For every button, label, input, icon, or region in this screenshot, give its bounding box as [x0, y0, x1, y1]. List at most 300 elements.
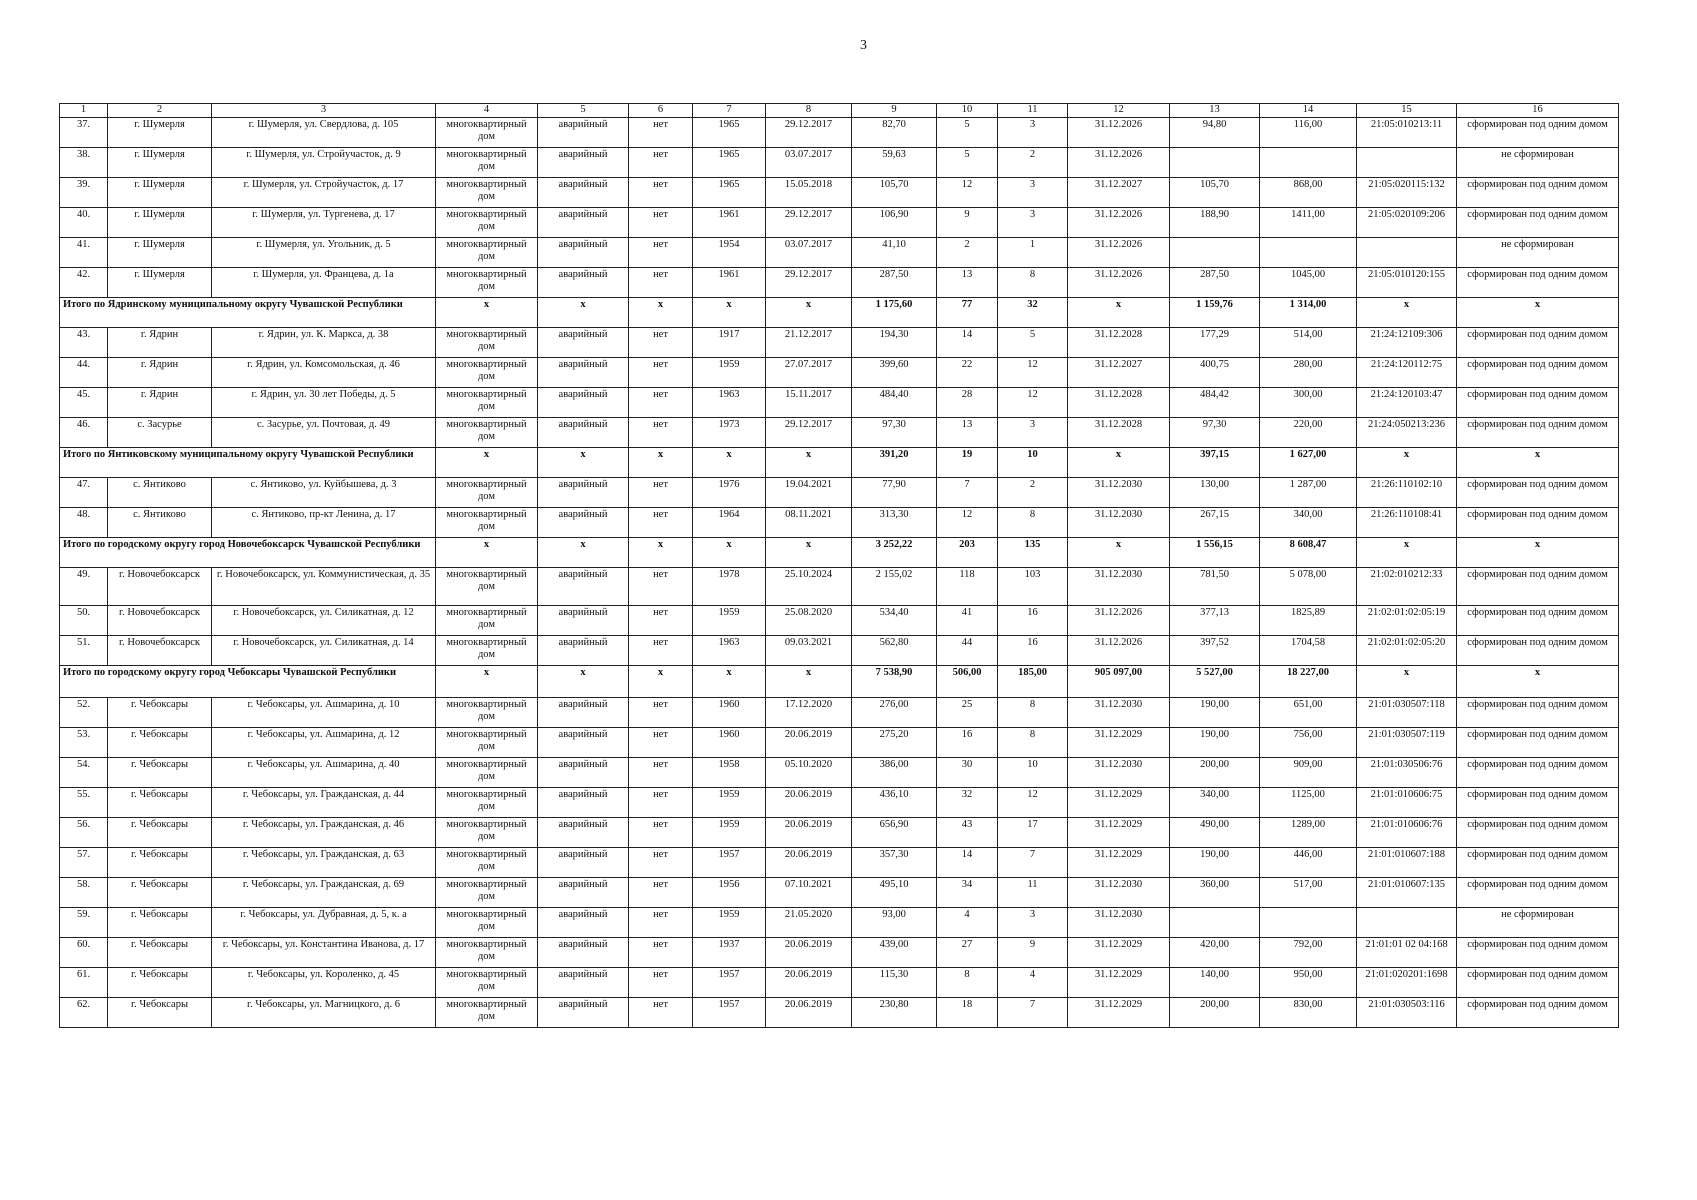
subtotal-cell: x: [1457, 538, 1619, 568]
table-cell: г. Шумерля: [108, 268, 212, 298]
table-cell: многоквартирный дом: [436, 938, 538, 968]
table-cell: 31.12.2030: [1068, 878, 1170, 908]
table-cell: 31.12.2028: [1068, 388, 1170, 418]
subtotal-row: [60, 298, 1619, 328]
table-cell: 31.12.2028: [1068, 328, 1170, 358]
table-cell: 59.: [60, 908, 108, 938]
table-cell: [1170, 908, 1260, 938]
table-cell: 12: [998, 788, 1068, 818]
table-cell: 14: [937, 848, 998, 878]
table-cell: сформирован под одним домом: [1457, 636, 1619, 666]
table-cell: 4: [937, 908, 998, 938]
table-cell: 357,30: [852, 848, 937, 878]
table-cell: сформирован под одним домом: [1457, 208, 1619, 238]
subtotal-cell: 8 608,47: [1260, 538, 1357, 568]
table-row: [60, 908, 1619, 938]
table-cell: 5: [937, 118, 998, 148]
table-cell: нет: [629, 238, 693, 268]
table-cell: 29.12.2017: [766, 118, 852, 148]
subtotal-cell: x: [436, 298, 538, 328]
table-cell: 1958: [693, 758, 766, 788]
table-cell: сформирован под одним домом: [1457, 818, 1619, 848]
table-cell: аварийный: [538, 178, 629, 208]
table-cell: 2: [998, 478, 1068, 508]
table-cell: с. Засурье: [108, 418, 212, 448]
table-cell: г. Чебоксары, ул. Магницкого, д. 6: [212, 998, 436, 1028]
table-cell: 14: [937, 328, 998, 358]
table-cell: многоквартирный дом: [436, 478, 538, 508]
table-cell: аварийный: [538, 118, 629, 148]
table-cell: 42.: [60, 268, 108, 298]
table-cell: аварийный: [538, 148, 629, 178]
subtotal-cell: x: [1457, 448, 1619, 478]
table-cell: [1260, 238, 1357, 268]
table-cell: 484,40: [852, 388, 937, 418]
table-cell: сформирован под одним домом: [1457, 268, 1619, 298]
table-cell: 1956: [693, 878, 766, 908]
table-cell: многоквартирный дом: [436, 178, 538, 208]
table-cell: 276,00: [852, 698, 937, 728]
subtotal-cell: 77: [937, 298, 998, 328]
table-cell: 1959: [693, 788, 766, 818]
table-cell: 31.12.2030: [1068, 908, 1170, 938]
table-cell: 1957: [693, 848, 766, 878]
table-cell: 19.04.2021: [766, 478, 852, 508]
table-cell: 1704,58: [1260, 636, 1357, 666]
table-cell: 21:01:020201:1698: [1357, 968, 1457, 998]
table-cell: 1937: [693, 938, 766, 968]
table-cell: нет: [629, 328, 693, 358]
table-cell: 1961: [693, 268, 766, 298]
table-body: [60, 104, 1619, 1028]
table-cell: нет: [629, 968, 693, 998]
table-cell: 43.: [60, 328, 108, 358]
table-cell: 16: [998, 636, 1068, 666]
table-cell: 130,00: [1170, 478, 1260, 508]
table-cell: сформирован под одним домом: [1457, 568, 1619, 606]
column-number-cell: 15: [1357, 104, 1457, 118]
table-cell: г. Шумерля: [108, 178, 212, 208]
table-cell: г. Шумерля, ул. Стройучасток, д. 17: [212, 178, 436, 208]
table-cell: 16: [998, 606, 1068, 636]
table-cell: 21:05:020109:206: [1357, 208, 1457, 238]
table-row: [60, 848, 1619, 878]
subtotal-label: Итого по Ядринскому муниципальному округу Чувашской Республики: [60, 298, 436, 328]
subtotal-cell: 3 252,22: [852, 538, 937, 568]
table-cell: 11: [998, 878, 1068, 908]
table-cell: 1963: [693, 388, 766, 418]
table-cell: 140,00: [1170, 968, 1260, 998]
table-cell: 230,80: [852, 998, 937, 1028]
table-cell: нет: [629, 908, 693, 938]
table-cell: нет: [629, 508, 693, 538]
table-cell: 54.: [60, 758, 108, 788]
table-cell: 31.12.2030: [1068, 478, 1170, 508]
table-cell: г. Чебоксары, ул. Константина Иванова, д. 17: [212, 938, 436, 968]
table-cell: 61.: [60, 968, 108, 998]
table-cell: 29.12.2017: [766, 208, 852, 238]
table-row: [60, 388, 1619, 418]
subtotal-cell: x: [766, 298, 852, 328]
table-cell: аварийный: [538, 788, 629, 818]
table-cell: 3: [998, 178, 1068, 208]
table-cell: сформирован под одним домом: [1457, 358, 1619, 388]
table-cell: г. Ядрин: [108, 358, 212, 388]
table-cell: сформирован под одним домом: [1457, 998, 1619, 1028]
table-cell: 49.: [60, 568, 108, 606]
subtotal-cell: 185,00: [998, 666, 1068, 698]
table-cell: 190,00: [1170, 848, 1260, 878]
table-cell: [1170, 238, 1260, 268]
subtotal-cell: x: [436, 666, 538, 698]
table-cell: нет: [629, 178, 693, 208]
table-cell: г. Чебоксары: [108, 938, 212, 968]
table-cell: 20.06.2019: [766, 848, 852, 878]
table-cell: многоквартирный дом: [436, 878, 538, 908]
subtotal-cell: 18 227,00: [1260, 666, 1357, 698]
table-cell: [1260, 148, 1357, 178]
table-cell: не сформирован: [1457, 238, 1619, 268]
subtotal-row: [60, 448, 1619, 478]
table-cell: 20.06.2019: [766, 728, 852, 758]
table-cell: нет: [629, 938, 693, 968]
table-cell: аварийный: [538, 908, 629, 938]
table-cell: многоквартирный дом: [436, 788, 538, 818]
table-cell: сформирован под одним домом: [1457, 388, 1619, 418]
table-cell: [1357, 238, 1457, 268]
table-cell: аварийный: [538, 728, 629, 758]
table-cell: г. Новочебоксарск, ул. Силикатная, д. 12: [212, 606, 436, 636]
table-cell: сформирован под одним домом: [1457, 938, 1619, 968]
table-cell: 97,30: [1170, 418, 1260, 448]
table-cell: многоквартирный дом: [436, 636, 538, 666]
table-row: [60, 998, 1619, 1028]
table-cell: нет: [629, 478, 693, 508]
table-cell: аварийный: [538, 268, 629, 298]
table-cell: 29.12.2017: [766, 418, 852, 448]
table-cell: 651,00: [1260, 698, 1357, 728]
table-cell: 31.12.2029: [1068, 938, 1170, 968]
table-cell: г. Шумерля, ул. Угольник, д. 5: [212, 238, 436, 268]
table-cell: 32: [937, 788, 998, 818]
table-cell: аварийный: [538, 508, 629, 538]
table-cell: 1963: [693, 636, 766, 666]
table-cell: 21:02:01:02:05:20: [1357, 636, 1457, 666]
subtotal-cell: x: [1357, 538, 1457, 568]
table-cell: 41: [937, 606, 998, 636]
table-cell: сформирован под одним домом: [1457, 328, 1619, 358]
column-number-cell: 9: [852, 104, 937, 118]
table-cell: 50.: [60, 606, 108, 636]
subtotal-cell: 19: [937, 448, 998, 478]
table-cell: 93,00: [852, 908, 937, 938]
column-number-cell: 14: [1260, 104, 1357, 118]
table-cell: 1: [998, 238, 1068, 268]
table-cell: 340,00: [1170, 788, 1260, 818]
subtotal-cell: x: [538, 538, 629, 568]
table-cell: сформирован под одним домом: [1457, 508, 1619, 538]
table-cell: 09.03.2021: [766, 636, 852, 666]
table-cell: 12: [937, 178, 998, 208]
subtotal-cell: x: [1068, 448, 1170, 478]
table-cell: 436,10: [852, 788, 937, 818]
subtotal-cell: x: [538, 448, 629, 478]
table-cell: 21:01:010606:75: [1357, 788, 1457, 818]
table-cell: 31.12.2029: [1068, 968, 1170, 998]
table-cell: 41,10: [852, 238, 937, 268]
table-cell: 20.06.2019: [766, 788, 852, 818]
table-cell: 420,00: [1170, 938, 1260, 968]
table-cell: 21:24:120103:47: [1357, 388, 1457, 418]
table-cell: 21:01:010607:135: [1357, 878, 1457, 908]
table-cell: многоквартирный дом: [436, 606, 538, 636]
column-number-cell: 11: [998, 104, 1068, 118]
table-cell: 39.: [60, 178, 108, 208]
table-cell: сформирован под одним домом: [1457, 878, 1619, 908]
table-cell: 1960: [693, 698, 766, 728]
column-number-cell: 16: [1457, 104, 1619, 118]
column-number-row: [60, 104, 1619, 118]
table-cell: 8: [998, 508, 1068, 538]
table-cell: 41.: [60, 238, 108, 268]
table-cell: 397,52: [1170, 636, 1260, 666]
table-cell: сформирован под одним домом: [1457, 606, 1619, 636]
table-cell: г. Чебоксары: [108, 788, 212, 818]
table-cell: 46.: [60, 418, 108, 448]
table-cell: многоквартирный дом: [436, 728, 538, 758]
table-cell: с. Янтиково: [108, 508, 212, 538]
table-cell: 8: [937, 968, 998, 998]
table-cell: г. Чебоксары: [108, 728, 212, 758]
column-number-cell: 2: [108, 104, 212, 118]
table-row: [60, 178, 1619, 208]
table-cell: г. Шумерля, ул. Францева, д. 1а: [212, 268, 436, 298]
table-cell: 1959: [693, 606, 766, 636]
subtotal-cell: 135: [998, 538, 1068, 568]
table-cell: 280,00: [1260, 358, 1357, 388]
table-cell: нет: [629, 208, 693, 238]
table-cell: 12: [937, 508, 998, 538]
table-cell: 21:01:030503:116: [1357, 998, 1457, 1028]
table-cell: г. Чебоксары, ул. Гражданская, д. 63: [212, 848, 436, 878]
table-cell: 386,00: [852, 758, 937, 788]
table-cell: аварийный: [538, 606, 629, 636]
subtotal-cell: 1 556,15: [1170, 538, 1260, 568]
table-cell: 792,00: [1260, 938, 1357, 968]
table-cell: 1973: [693, 418, 766, 448]
table-cell: аварийный: [538, 568, 629, 606]
table-cell: 1825,89: [1260, 606, 1357, 636]
table-cell: сформирован под одним домом: [1457, 848, 1619, 878]
table-row: [60, 208, 1619, 238]
table-cell: 5: [937, 148, 998, 178]
table-cell: 8: [998, 268, 1068, 298]
table-cell: 21:02:01:02:05:19: [1357, 606, 1457, 636]
table-cell: 3: [998, 418, 1068, 448]
table-cell: 1965: [693, 118, 766, 148]
table-cell: многоквартирный дом: [436, 328, 538, 358]
table-cell: 31.12.2026: [1068, 268, 1170, 298]
subtotal-cell: 7 538,90: [852, 666, 937, 698]
table-cell: аварийный: [538, 358, 629, 388]
table-cell: 10: [998, 758, 1068, 788]
table-cell: 44.: [60, 358, 108, 388]
table-cell: нет: [629, 698, 693, 728]
table-row: [60, 148, 1619, 178]
table-cell: 116,00: [1260, 118, 1357, 148]
table-cell: аварийный: [538, 848, 629, 878]
table-cell: 1961: [693, 208, 766, 238]
table-row: [60, 758, 1619, 788]
table-cell: многоквартирный дом: [436, 968, 538, 998]
table-cell: 17: [998, 818, 1068, 848]
table-cell: г. Чебоксары: [108, 698, 212, 728]
table-cell: г. Чебоксары, ул. Ашмарина, д. 12: [212, 728, 436, 758]
subtotal-label: Итого по городскому округу город Новочебоксарск Чувашской Республики: [60, 538, 436, 568]
table-cell: г. Шумерля, ул. Тургенева, д. 17: [212, 208, 436, 238]
subtotal-cell: x: [629, 298, 693, 328]
table-cell: с. Янтиково: [108, 478, 212, 508]
subtotal-cell: x: [629, 666, 693, 698]
table-cell: сформирован под одним домом: [1457, 418, 1619, 448]
table-cell: 313,30: [852, 508, 937, 538]
table-cell: 58.: [60, 878, 108, 908]
table-cell: г. Чебоксары: [108, 908, 212, 938]
table-cell: 21:01:030506:76: [1357, 758, 1457, 788]
table-cell: нет: [629, 148, 693, 178]
table-cell: 25.08.2020: [766, 606, 852, 636]
table-cell: 300,00: [1260, 388, 1357, 418]
table-cell: многоквартирный дом: [436, 418, 538, 448]
table-cell: 1 287,00: [1260, 478, 1357, 508]
table-cell: аварийный: [538, 238, 629, 268]
table-cell: 7: [998, 998, 1068, 1028]
subtotal-cell: x: [629, 448, 693, 478]
subtotal-label: Итого по Янтиковскому муниципальному округу Чувашской Республики: [60, 448, 436, 478]
table-cell: 21:01:030507:119: [1357, 728, 1457, 758]
table-row: [60, 568, 1619, 606]
table-row: [60, 968, 1619, 998]
table-cell: 52.: [60, 698, 108, 728]
table-row: [60, 478, 1619, 508]
table-row: [60, 698, 1619, 728]
table-cell: многоквартирный дом: [436, 268, 538, 298]
subtotal-cell: 1 159,76: [1170, 298, 1260, 328]
table-cell: 118: [937, 568, 998, 606]
table-cell: г. Шумерля: [108, 148, 212, 178]
page-number: 3: [860, 38, 867, 53]
table-cell: 287,50: [1170, 268, 1260, 298]
table-cell: г. Чебоксары, ул. Гражданская, д. 69: [212, 878, 436, 908]
table-cell: 28: [937, 388, 998, 418]
table-cell: [1260, 908, 1357, 938]
table-cell: 340,00: [1260, 508, 1357, 538]
table-cell: [1357, 148, 1457, 178]
table-row: [60, 508, 1619, 538]
subtotal-cell: x: [693, 298, 766, 328]
table-cell: 03.07.2017: [766, 148, 852, 178]
subtotal-cell: x: [1068, 538, 1170, 568]
table-cell: многоквартирный дом: [436, 388, 538, 418]
table-cell: 21:26:110102:10: [1357, 478, 1457, 508]
table-cell: г. Ядрин, ул. К. Маркса, д. 38: [212, 328, 436, 358]
table-cell: 31.12.2029: [1068, 848, 1170, 878]
table-cell: 190,00: [1170, 698, 1260, 728]
table-cell: 275,20: [852, 728, 937, 758]
table-cell: 13: [937, 268, 998, 298]
table-cell: г. Новочебоксарск, ул. Коммунистическая, д. 35: [212, 568, 436, 606]
table-cell: 1964: [693, 508, 766, 538]
table-cell: 31.12.2030: [1068, 758, 1170, 788]
table-cell: 1289,00: [1260, 818, 1357, 848]
table-cell: 21:01:030507:118: [1357, 698, 1457, 728]
table-cell: г. Шумерля: [108, 118, 212, 148]
table-cell: 1411,00: [1260, 208, 1357, 238]
table-cell: 31.12.2026: [1068, 118, 1170, 148]
subtotal-cell: 391,20: [852, 448, 937, 478]
table-cell: 7: [937, 478, 998, 508]
table-cell: 2: [937, 238, 998, 268]
table-cell: 94,80: [1170, 118, 1260, 148]
subtotal-cell: x: [766, 538, 852, 568]
table-cell: 21.05.2020: [766, 908, 852, 938]
table-cell: 909,00: [1260, 758, 1357, 788]
table-cell: 38.: [60, 148, 108, 178]
table-cell: нет: [629, 358, 693, 388]
table-cell: 20.06.2019: [766, 938, 852, 968]
table-cell: многоквартирный дом: [436, 148, 538, 178]
table-cell: 5: [998, 328, 1068, 358]
table-cell: г. Шумерля, ул. Свердлова, д. 105: [212, 118, 436, 148]
table-cell: 31.12.2026: [1068, 208, 1170, 238]
table-cell: 30: [937, 758, 998, 788]
table-cell: 1045,00: [1260, 268, 1357, 298]
table-row: [60, 268, 1619, 298]
table-cell: многоквартирный дом: [436, 508, 538, 538]
subtotal-cell: x: [1357, 298, 1457, 328]
table-cell: нет: [629, 118, 693, 148]
table-cell: 1917: [693, 328, 766, 358]
table-cell: 22: [937, 358, 998, 388]
table-cell: 16: [937, 728, 998, 758]
subtotal-cell: 10: [998, 448, 1068, 478]
table-cell: 17.12.2020: [766, 698, 852, 728]
table-row: [60, 418, 1619, 448]
table-cell: г. Чебоксары: [108, 758, 212, 788]
table-cell: 31.12.2026: [1068, 606, 1170, 636]
table-cell: 1959: [693, 908, 766, 938]
table-cell: 220,00: [1260, 418, 1357, 448]
table-cell: нет: [629, 606, 693, 636]
table-cell: аварийный: [538, 478, 629, 508]
table-cell: г. Чебоксары: [108, 848, 212, 878]
table-cell: 08.11.2021: [766, 508, 852, 538]
table-cell: 9: [937, 208, 998, 238]
table-cell: 27.07.2017: [766, 358, 852, 388]
table-cell: 1960: [693, 728, 766, 758]
table-cell: г. Чебоксары, ул. Ашмарина, д. 40: [212, 758, 436, 788]
table-cell: 31.12.2027: [1068, 178, 1170, 208]
table-cell: 37.: [60, 118, 108, 148]
table-cell: 484,42: [1170, 388, 1260, 418]
table-cell: 177,29: [1170, 328, 1260, 358]
table-cell: нет: [629, 788, 693, 818]
table-cell: не сформирован: [1457, 908, 1619, 938]
table-cell: 3: [998, 908, 1068, 938]
table-cell: многоквартирный дом: [436, 358, 538, 388]
table-cell: не сформирован: [1457, 148, 1619, 178]
subtotal-row: [60, 666, 1619, 698]
